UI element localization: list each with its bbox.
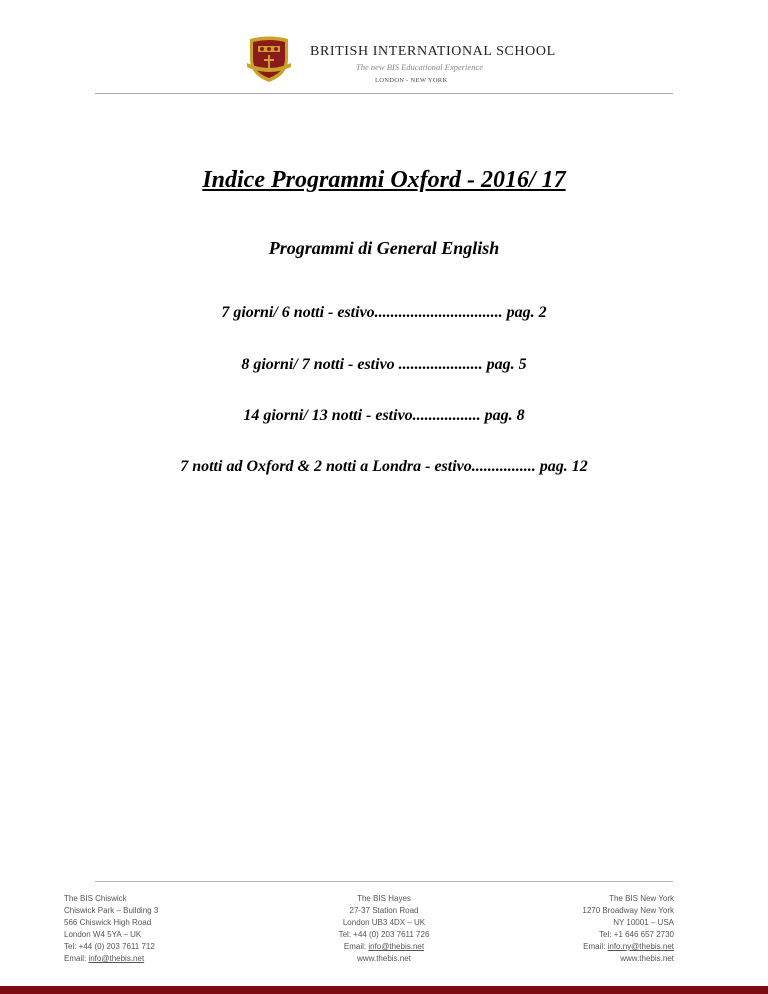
footer-school-name: The BIS Chiswick — [64, 894, 127, 903]
footer-email-link[interactable]: info.ny@thebis.net — [607, 942, 674, 951]
footer-address-line: 1270 Broadway New York — [582, 906, 674, 915]
toc-entry: 7 notti ad Oxford & 2 notti a Londra - estivo................ pag. 12 — [180, 458, 588, 475]
footer-address-line: 566 Chiswick High Road — [64, 918, 152, 927]
footer-phone: Tel: +44 (0) 203 7611 726 — [338, 930, 430, 939]
footer-address-line: London W4 5YA – UK — [64, 930, 142, 939]
footer-phone: Tel: +44 (0) 203 7611 712 — [64, 942, 155, 951]
school-crest-logo — [246, 33, 292, 83]
document-title: Indice Programmi Oxford - 2016/ 17 — [202, 167, 566, 193]
footer-address-line: Chiswick Park – Building 3 — [64, 906, 159, 915]
footer-school-name: The BIS New York — [609, 894, 674, 903]
footer-email-label: Email: — [583, 942, 608, 951]
footer-school-name: The BIS Hayes — [357, 894, 411, 903]
footer-phone: Tel: +1 646 657 2730 — [599, 930, 674, 939]
footer-email-row — [582, 941, 674, 953]
school-locations: LONDON - NEW YORK — [375, 77, 448, 84]
school-name: BRITISH INTERNATIONAL SCHOOL — [310, 44, 556, 59]
toc-entry: 14 giorni/ 13 notti - estivo................. pag. 8 — [243, 407, 525, 424]
footer-website: www.thebis.net — [620, 954, 674, 963]
footer-email-link[interactable]: info@thebis.net — [88, 954, 145, 963]
section-heading: Programmi di General English — [268, 238, 500, 258]
footer-address-line: NY 10001 – USA — [613, 918, 674, 927]
footer-accent-bar — [0, 986, 768, 994]
footer-address-line: London UB3 4DX – UK — [342, 918, 426, 927]
school-tagline: The new BIS Educational Experience — [356, 62, 483, 72]
footer-address-newyork — [582, 893, 674, 965]
footer-email-label: Email: — [64, 954, 89, 963]
footer-address-line: 27-37 Station Road — [349, 906, 419, 915]
toc-entry: 8 giorni/ 7 notti - estivo ..................... pag. 5 — [241, 356, 527, 373]
toc-entry: 7 giorni/ 6 notti - estivo................................ pag. 2 — [221, 304, 547, 321]
footer-website: www.thebis.net — [357, 954, 411, 963]
letterhead — [0, 0, 768, 96]
footer-email-label: Email: — [343, 942, 369, 951]
footer-divider — [95, 881, 673, 882]
footer-email-link[interactable]: info@thebis.net — [368, 942, 425, 951]
header-divider — [95, 93, 673, 94]
